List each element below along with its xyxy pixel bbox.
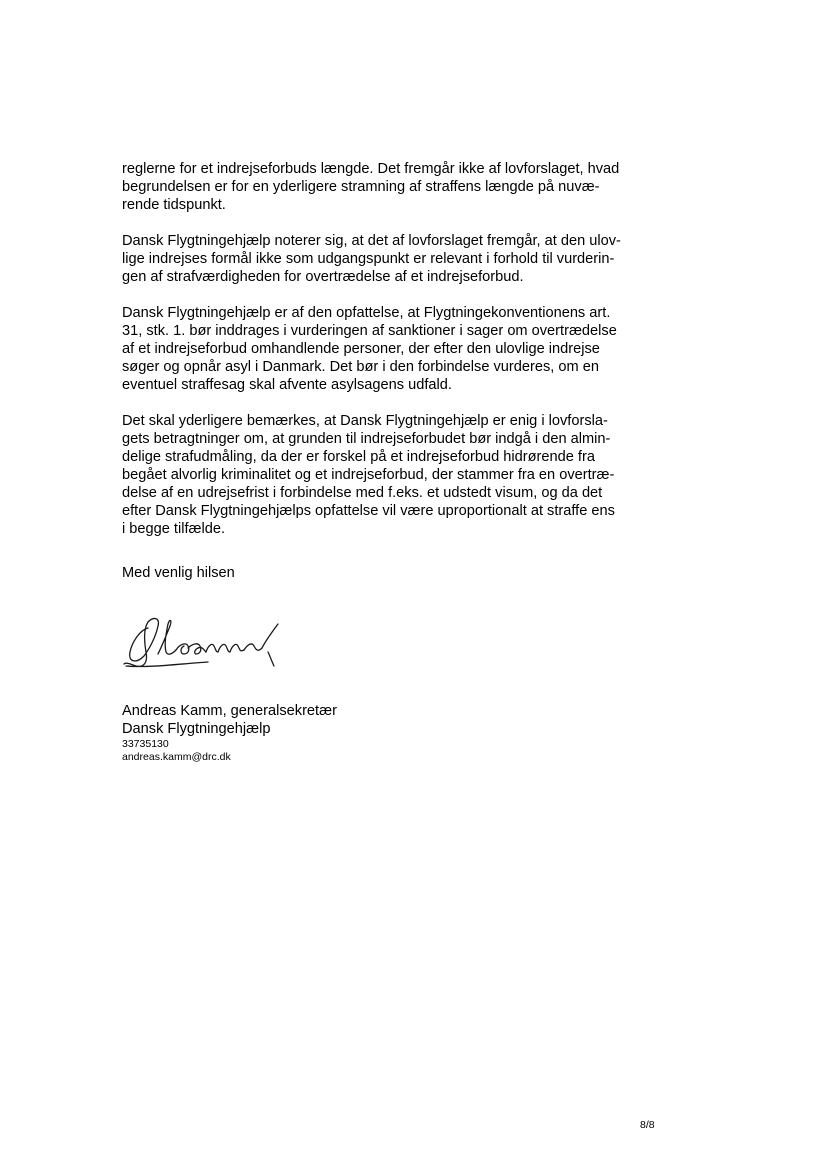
handwritten-signature-icon <box>118 606 288 674</box>
signatory-name: Andreas Kamm, generalsekretær <box>122 703 337 719</box>
signatory-email[interactable]: andreas.kamm@drc.dk <box>122 751 231 763</box>
paragraph-line: lige indrejses formål ikke som udgangspunkt er relevant i forhold til vurderin- <box>122 251 615 267</box>
paragraph-line: Dansk Flygtningehjælp noterer sig, at det af lovforslaget fremgår, at den ulov- <box>122 233 621 249</box>
letter-body <box>122 160 662 556</box>
paragraph-1 <box>122 160 662 214</box>
paragraph-3 <box>122 304 662 394</box>
paragraph-line: af et indrejseforbud omhandlende personer, der efter den ulovlige indrejse <box>122 341 600 357</box>
paragraph-line: Dansk Flygtningehjælp er af den opfattelse, at Flygtningekonventionens art. <box>122 305 611 321</box>
signature-block <box>122 702 337 764</box>
paragraph-2 <box>122 232 662 286</box>
paragraph-line: efter Dansk Flygtningehjælps opfattelse vil være uproportionalt at straffe ens <box>122 503 615 519</box>
paragraph-line: delse af en udrejsefrist i forbindelse med f.eks. et udstedt visum, og da det <box>122 485 603 501</box>
paragraph-line: søger og opnår asyl i Danmark. Det bør i den forbindelse vurderes, om en <box>122 359 599 375</box>
paragraph-line: delige strafudmåling, da der er forskel på et indrejseforbud hidrørende fra <box>122 449 595 465</box>
paragraph-line: eventuel straffesag skal afvente asylsagens udfald. <box>122 377 452 393</box>
paragraph-line: begrundelsen er for en yderligere stramning af straffens længde på nuvæ- <box>122 179 600 195</box>
signatory-organization: Dansk Flygtningehjælp <box>122 721 271 737</box>
paragraph-line: Det skal yderligere bemærkes, at Dansk Flygtningehjælp er enig i lovforsla- <box>122 413 608 429</box>
paragraph-line: gen af strafværdigheden for overtrædelse af et indrejseforbud. <box>122 269 524 285</box>
paragraph-4 <box>122 412 662 538</box>
paragraph-line: i begge tilfælde. <box>122 521 226 537</box>
paragraph-line: gets betragtninger om, at grunden til indrejseforbudet bør indgå i den almin- <box>122 431 611 447</box>
page-number: 8/8 <box>640 1119 655 1131</box>
paragraph-line: rende tidspunkt. <box>122 197 226 213</box>
paragraph-line: begået alvorlig kriminalitet og et indrejseforbud, der stammer fra en overtræ- <box>122 467 615 483</box>
signatory-phone: 33735130 <box>122 738 169 750</box>
paragraph-line: 31, stk. 1. bør inddrages i vurderingen af sanktioner i sager om overtrædelse <box>122 323 617 339</box>
paragraph-line: reglerne for et indrejseforbuds længde. Det fremgår ikke af lovforslaget, hvad <box>122 161 620 177</box>
closing-salutation: Med venlig hilsen <box>122 565 235 581</box>
